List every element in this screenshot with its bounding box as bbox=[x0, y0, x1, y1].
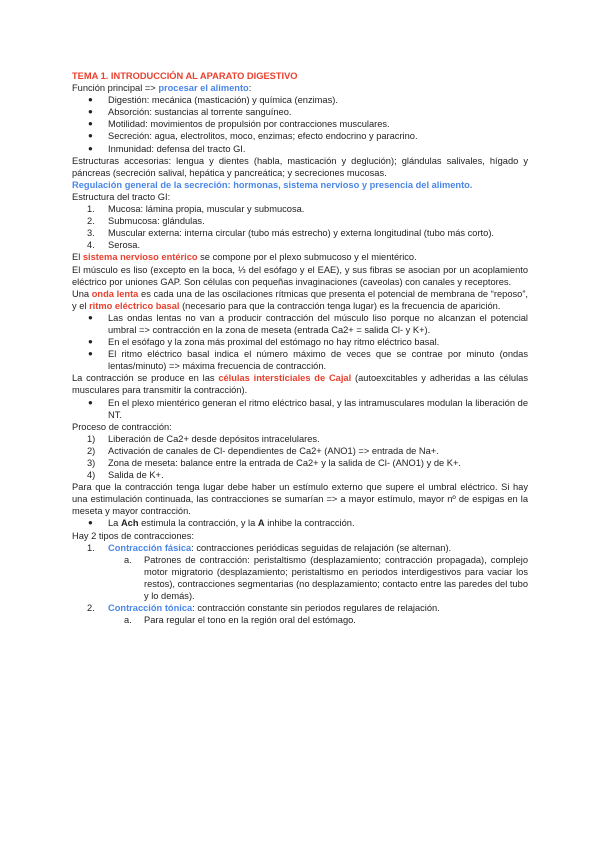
list-item: ● Motilidad: movimientos de propulsión por contracciones musculares. bbox=[88, 119, 390, 130]
proceso-label: Proceso de contracción: bbox=[72, 421, 172, 432]
list-item: 2) Activación de canales de Cl- dependientes de Ca2+ (ANO1) => entrada de Na+. bbox=[87, 445, 439, 456]
list-item: ● El ritmo eléctrico basal indica el número máximo de veces que se contrae por minuto (ondas lentas/minuto) => máxima frecuencia de contracción. bbox=[88, 349, 528, 372]
list-item: a. Patrones de contracción: peristaltismo (desplazamiento; contracción propagada), complejo motor migratorio (desplazamiento; peristaltismo en periodos interdigestivos para vaciar los restos), contracciones segmentarias (no desplazamiento; contacto entre las paredes del tubo y lo demás). bbox=[124, 554, 528, 602]
list-item: 2. Submucosa: glándulas. bbox=[87, 216, 205, 227]
bullet-icon: ● bbox=[88, 312, 93, 322]
funcion-principal: Función principal => procesar el alimento: bbox=[72, 83, 252, 94]
highlight-cajal: células intersticiales de Cajal bbox=[218, 373, 352, 384]
onda-lenta-paragraph: Una onda lenta es cada una de las oscilaciones rítmicas que presenta el potencial de membrana de “reposo”, y el ritmo eléctrico basal (necesario para que la contracción tenga lugar) es la frecuencia de aparición. bbox=[72, 288, 528, 311]
list-item: ● En el plexo mientérico generan el ritmo eléctrico basal, y las intramusculares modulan la liberación de NT. bbox=[88, 397, 528, 420]
proceso-list bbox=[72, 433, 528, 481]
highlight-procesar: procesar el alimento bbox=[158, 83, 249, 94]
estimulo-paragraph: Para que la contracción tenga lugar debe haber un estímulo externo que supere el umbral eléctrico. Si hay una estimulación continuada, las contracciones se sumarían => a mayor estímulo, mayor nº de espigas en la meseta y mayor contracción. bbox=[72, 482, 528, 517]
highlight-onda-lenta: onda lenta bbox=[91, 288, 139, 299]
bullet-icon: ● bbox=[88, 518, 93, 528]
bullet-icon: ● bbox=[88, 143, 93, 153]
list-item: 3) Zona de meseta: balance entre la entrada de Ca2+ y la salida de Cl- (ANO1) y de K+. bbox=[87, 458, 461, 468]
ach-list bbox=[72, 517, 528, 529]
bullet-icon: ● bbox=[88, 95, 93, 105]
musculo-liso-paragraph: El músculo es liso (excepto en la boca, ⅓ del esófago y el EAE), y sus fibras se asocian por un acoplamiento eléctrico por uniones GAP. Son células con pequeñas invaginaciones (caveolas) con canales y receptores. bbox=[72, 264, 528, 287]
list-item: 1) Liberación de Ca2+ desde depósitos intracelulares. bbox=[87, 433, 320, 444]
bullet-icon: ● bbox=[88, 107, 93, 117]
onda-list bbox=[72, 312, 528, 372]
list-item: ● Digestión: mecánica (masticación) y química (enzimas). bbox=[88, 95, 338, 106]
highlight-tonica: Contracción tónica bbox=[108, 603, 193, 614]
bullet-icon: ● bbox=[88, 119, 93, 129]
cajal-list bbox=[72, 397, 528, 421]
funcion-list bbox=[72, 94, 528, 154]
list-item: 4. Serosa. bbox=[87, 240, 141, 251]
list-item: 4) Salida de K+. bbox=[87, 470, 164, 481]
sne-paragraph: El sistema nervioso entérico se compone por el plexo submucoso y el mientérico. bbox=[72, 252, 417, 263]
list-item: ● Secreción: agua, electrolitos, moco, enzimas; efecto endocrino y paracrino. bbox=[88, 131, 418, 142]
highlight-sne: sistema nervioso entérico bbox=[82, 252, 198, 263]
bullet-icon: ● bbox=[88, 337, 93, 347]
list-item: ● Absorción: sustancias al torrente sanguíneo. bbox=[88, 107, 292, 118]
bullet-icon: ● bbox=[88, 349, 93, 359]
list-item: ● En el esófago y la zona más proximal del estómago no hay ritmo eléctrico basal. bbox=[88, 337, 440, 348]
estructuras-accesorias: Estructuras accesorias: lengua y dientes (habla, masticación y deglución); glándulas salivales, hígado y páncreas (secreción salival, hepática y pancreática; y secreciones mucosas. bbox=[72, 155, 528, 178]
tipos-label: Hay 2 tipos de contracciones: bbox=[72, 530, 194, 541]
highlight-fasica: Contracción fásica bbox=[108, 542, 192, 553]
list-item: 3. Muscular externa: interna circular (tubo más estrecho) y externa longitudinal (tubo más corto). bbox=[87, 228, 494, 239]
page-title: TEMA 1. INTRODUCCIÓN AL APARATO DIGESTIVO bbox=[72, 71, 298, 81]
list-item: ● Las ondas lentas no van a producir contracción del músculo liso porque no alcanzan el potencial umbral => contracción en la zona de meseta (entrada Ca2+ = salida Cl- y K+). bbox=[88, 312, 528, 335]
list-item: 1. Mucosa: lámina propia, muscular y submucosa. bbox=[87, 204, 305, 215]
cajal-paragraph: La contracción se produce en las células intersticiales de Cajal (autoexcitables y adheridas a las células musculares para transmitir la contracción). bbox=[72, 373, 528, 396]
bullet-icon: ● bbox=[88, 131, 93, 141]
regulacion-heading: Regulación general de la secreción: hormonas, sistema nervioso y presencia del alimento. bbox=[72, 179, 473, 190]
list-item: ● Inmunidad: defensa del tracto GI. bbox=[88, 143, 246, 154]
list-item: 2. Contracción tónica: contracción constante sin periodos regulares de relajación. bbox=[87, 603, 440, 614]
estructura-list bbox=[72, 203, 528, 251]
tipos-list bbox=[72, 542, 528, 627]
highlight-ritmo-basal: ritmo eléctrico basal bbox=[89, 300, 180, 311]
bullet-icon: ● bbox=[88, 397, 93, 407]
list-item: ● La Ach estimula la contracción, y la A inhibe la contracción. bbox=[88, 518, 355, 529]
list-item: a. Para regular el tono en la región oral del estómago. bbox=[124, 615, 356, 626]
estructura-label: Estructura del tracto GI: bbox=[72, 191, 171, 202]
list-item: 1. Contracción fásica: contracciones periódicas seguidas de relajación (se alternan). bbox=[87, 542, 452, 553]
